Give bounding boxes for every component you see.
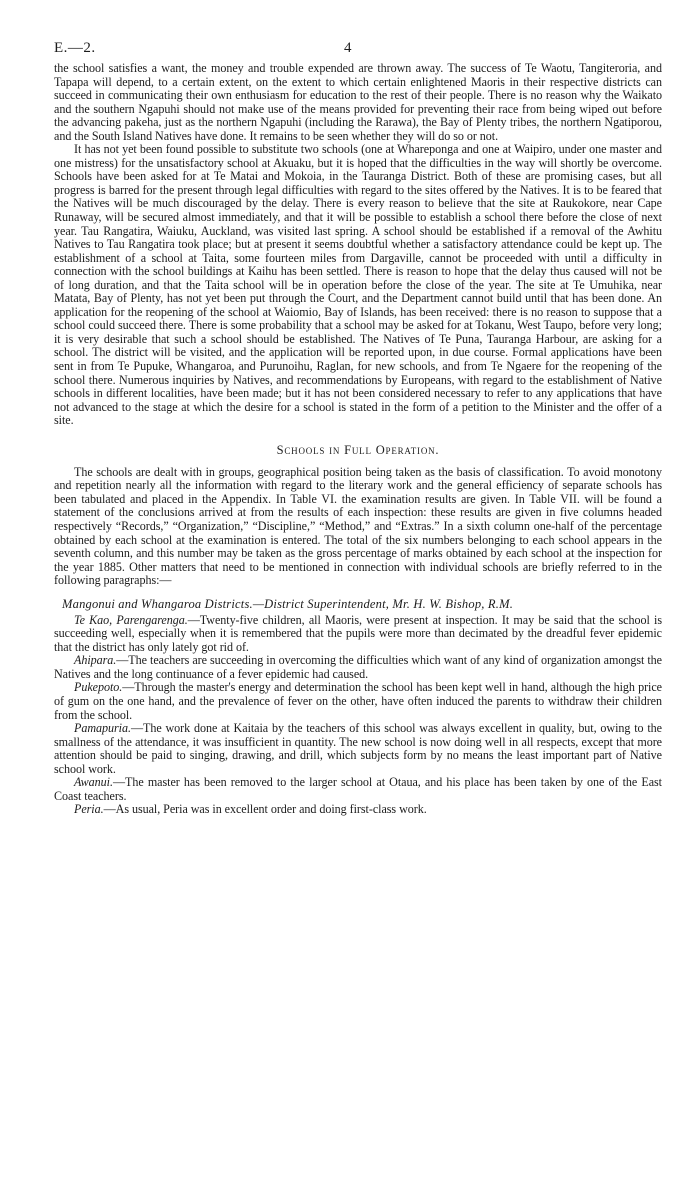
school-report: —The work done at Kaitaia by the teachers of this school was always excellent in quality, but, owing to the smallness of the attendance, it was insufficient in quantity. The new school is now doing well in all respects, except that more attention should be paid to singing, drawing, and drill, which subjects form by no means the least important part of Native school work. [54,721,662,776]
school-name: Ahipara. [74,653,117,668]
school-name: Te Kao, Parengarenga. [74,612,188,627]
classification-paragraph: The schools are dealt with in groups, geographical position being taken as the basis of classification. To avoid monotony and repetition nearly all the information with regard to the literary work and the general efficiency of separate schools has been tabulated and placed in the Appendix. In Table VI. the examination results are given. In Table VII. will be found a statement of the conclusions arrived at from the results of each inspection: these results are given in five columns headed respectively “Records,” “Organization,” “Discipline,” “Method,” and “Extras.” In a sixth column one-half of the percentage obtained by each school at the examination is entered. The total of the six numbers belonging to each school appears in the seventh column, and this number may be taken as the gross percentage of marks obtained by each school at the inspection for the year 1885. Other matters that need to be mentioned in connection with individual schools are briefly referred to in the following paragraphs:— [54,464,662,588]
school-report: —Through the master's energy and determination the school has been kept well in hand, although the high price of gum on the one hand, and the prevalence of fever on the other, have often induced the parents to withdraw their children from the school. [54,680,662,722]
report-reference: E.—2. [54,40,96,56]
school-entry-pukepoto [54,681,662,722]
continued-paragraph: the school satisfies a want, the money and trouble expended are thrown away. The success of Te Waotu, Tangiteroria, and Tapapa will depend, to a certain extent, on the extent to which certain enlightened Maoris in their respective districts can succeed in communicating their own enthusiasm for education to the rest of their people. There is no reason why the Waikato and the southern Ngapuhi should not make use of the means provided for preventing their race from being wiped out before the advancing pakeha, just as the northern Ngapuhi (including the Rarawa), the Bay of Plenty tribes, the northern Ngatiporou, and the South Island Natives have done. It remains to be seen whether they will do so or not. [54,61,662,143]
running-header [54,40,662,62]
school-report: —The teachers are succeeding in overcoming the difficulties which want of any kind of organization amongst the Natives and the long continuance of a fever epidemic had caused. [54,653,662,681]
district-heading: Mangonui and Whangaroa Districts.—District Superintendent, Mr. H. W. Bishop, R.M. [62,596,514,611]
school-name: Peria. [74,802,104,817]
school-entry-peria [54,803,662,817]
body-text [54,62,662,817]
school-name: Pamapuria. [74,721,131,736]
school-name: Pukepoto. [74,680,123,695]
school-report: —As usual, Peria was in excellent order and doing first-class work. [103,802,427,817]
page-number: 4 [344,40,352,56]
section-heading: Schools in Full Operation. [276,442,440,457]
school-entry-pamapuria [54,722,662,776]
school-name: Awanui. [74,775,113,790]
school-entry-te-kao [54,614,662,655]
school-report: —The master has been removed to the larger school at Otaua, and his place has been taken by one of the East Coast teachers. [54,775,662,803]
new-schools-paragraph: It has not yet been found possible to substitute two schools (one at Whareponga and one at Waipiro, under one master and one mistress) for the unsatisfactory school at Akuaku, but it is hoped that the difficulties in the way will shortly be overcome. Schools have been asked for at Te Matai and Mokoia, in the Tauranga District. Both of these are promising cases, but all progress is barred for the present through legal difficulties with regard to the sites offered by the Natives. It is to be feared that the Natives will be much discouraged by the delay. There is every reason to believe that the site at Raukokore, near Cape Runaway, will be secured almost immediately, and that it will be possible to establish a school there before the close of next year. Tau Rangatira, Waiuku, Auckland, was visited last spring. A school should be established if a removal of the Awhitu Natives to Tau Rangatira took place; but at present it seems doubtful whether a satisfactory attendance could be kept up. The establishment of a school at Taita, some fourteen miles from Dargaville, cannot be proceeded with until a difficulty in connection with the school buildings at Kaihu has been settled. There is reason to hope that the delay thus caused will not be of long duration, and that the Taita school will be in operation before the close of the year. The site at Te Umuhika, near Matata, Bay of Plenty, has not yet been put through the Court, and the Department cannot build until that has been done. An application for the reopening of the school at Waiomio, Bay of Islands, has been received: there is no reason to suppose that a school could succeed there. There is some probability that a school may be asked for at Tokanu, West Taupo, before very long; it is very desirable that such a school should be established. The Natives of Te Puna, Tauranga Harbour, are asking for a school. The district will be visited, and the application will be reported upon, in due course. Formal applications have been sent in from Te Pupuke, Whangaroa, and Purunoihu, Raglan, for new schools, and from Te Ngaere for the reopening of the school there. Numerous inquiries by Natives, and recommendations by Europeans, with regard to the establishment of Native schools in different localities, have been made; but it has not been considered necessary to refer to any applications that have not advanced to the stage at which the desire for a school is stated in the form of a petition to the Minister and the offer of a site. [54,142,662,428]
school-entry-awanui [54,776,662,803]
school-entry-ahipara [54,654,662,681]
school-report: —Twenty-five children, all Maoris, were present at inspection. It may be said that the school is succeeding well, especially when it is remembered that the pupils were more than decimated by the dreadful fever epidemic that the district has only lately got rid of. [54,612,662,654]
